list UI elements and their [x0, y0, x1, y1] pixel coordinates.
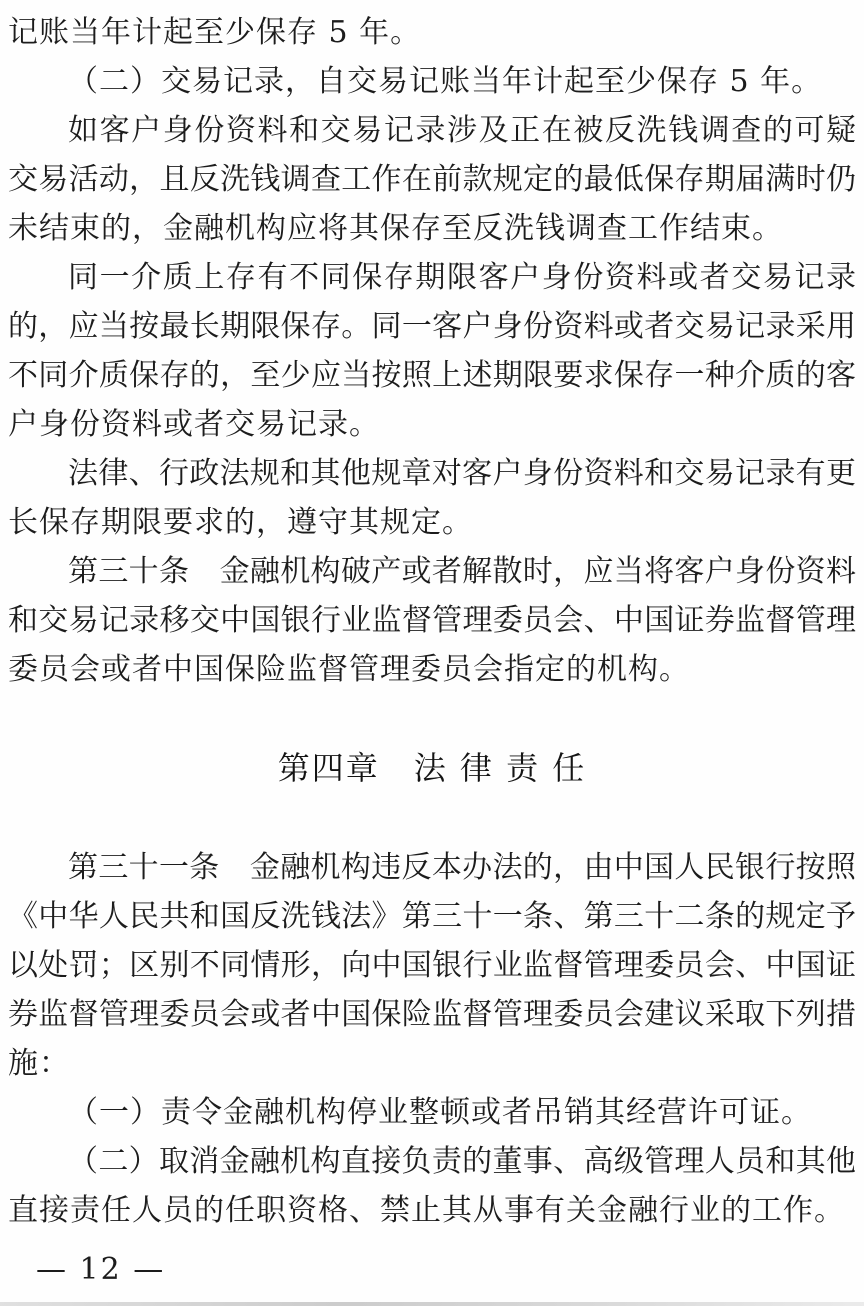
- text-line: 的，应当按最长期限保存。同一客户身份资料或者交易记录采用: [8, 309, 856, 344]
- text-line: 同一介质上存有不同保存期限客户身份资料或者交易记录: [68, 260, 856, 295]
- text-line: 券监督管理委员会或者中国保险监督管理委员会建议采取下列措: [8, 997, 856, 1032]
- text-line: 第三十一条 金融机构违反本办法的，由中国人民银行按照: [68, 850, 856, 885]
- text-line: 第三十条 金融机构破产或者解散时，应当将客户身份资料: [68, 554, 856, 589]
- text-line: 交易活动，且反洗钱调查工作在前款规定的最低保存期届满时仍: [8, 162, 856, 197]
- text-line: 法律、行政法规和其他规章对客户身份资料和交易记录有更: [68, 456, 856, 491]
- text-line: 户身份资料或者交易记录。: [8, 407, 380, 442]
- text-line: （二）交易记录，自交易记账当年计起至少保存 5 年。: [68, 64, 823, 99]
- text-line: 施：: [8, 1046, 70, 1081]
- text-line: 未结束的，金融机构应将其保存至反洗钱调查工作结束。: [8, 211, 783, 246]
- text-line: 直接责任人员的任职资格、禁止其从事有关金融行业的工作。: [8, 1193, 845, 1228]
- text-line: 《中华人民共和国反洗钱法》第三十一条、第三十二条的规定予: [8, 899, 856, 934]
- body-text-block-before-heading: [8, 8, 856, 694]
- scan-edge-artifact: [0, 1302, 864, 1306]
- page-number: — 12 —: [36, 1252, 166, 1287]
- text-line: 记账当年计起至少保存 5 年。: [8, 15, 422, 50]
- text-line: 如客户身份资料和交易记录涉及正在被反洗钱调查的可疑: [68, 113, 856, 148]
- text-line: 和交易记录移交中国银行业监督管理委员会、中国证券监督管理: [8, 603, 856, 638]
- text-line: 委员会或者中国保险监督管理委员会指定的机构。: [8, 652, 690, 687]
- body-text-block-after-heading: [8, 843, 856, 1235]
- text-line: （二）取消金融机构直接负责的董事、高级管理人员和其他: [68, 1144, 856, 1179]
- text-line: 长保存期限要求的，遵守其规定。: [8, 505, 473, 540]
- page-footer: [36, 1250, 165, 1290]
- text-line: （一）责令金融机构停业整顿或者吊销其经营许可证。: [68, 1095, 812, 1130]
- chapter-heading: 第四章 法 律 责 任: [277, 749, 587, 787]
- text-line: 以处罚；区别不同情形，向中国银行业监督管理委员会、中国证: [8, 948, 856, 983]
- text-line: 不同介质保存的，至少应当按照上述期限要求保存一种介质的客: [8, 358, 856, 393]
